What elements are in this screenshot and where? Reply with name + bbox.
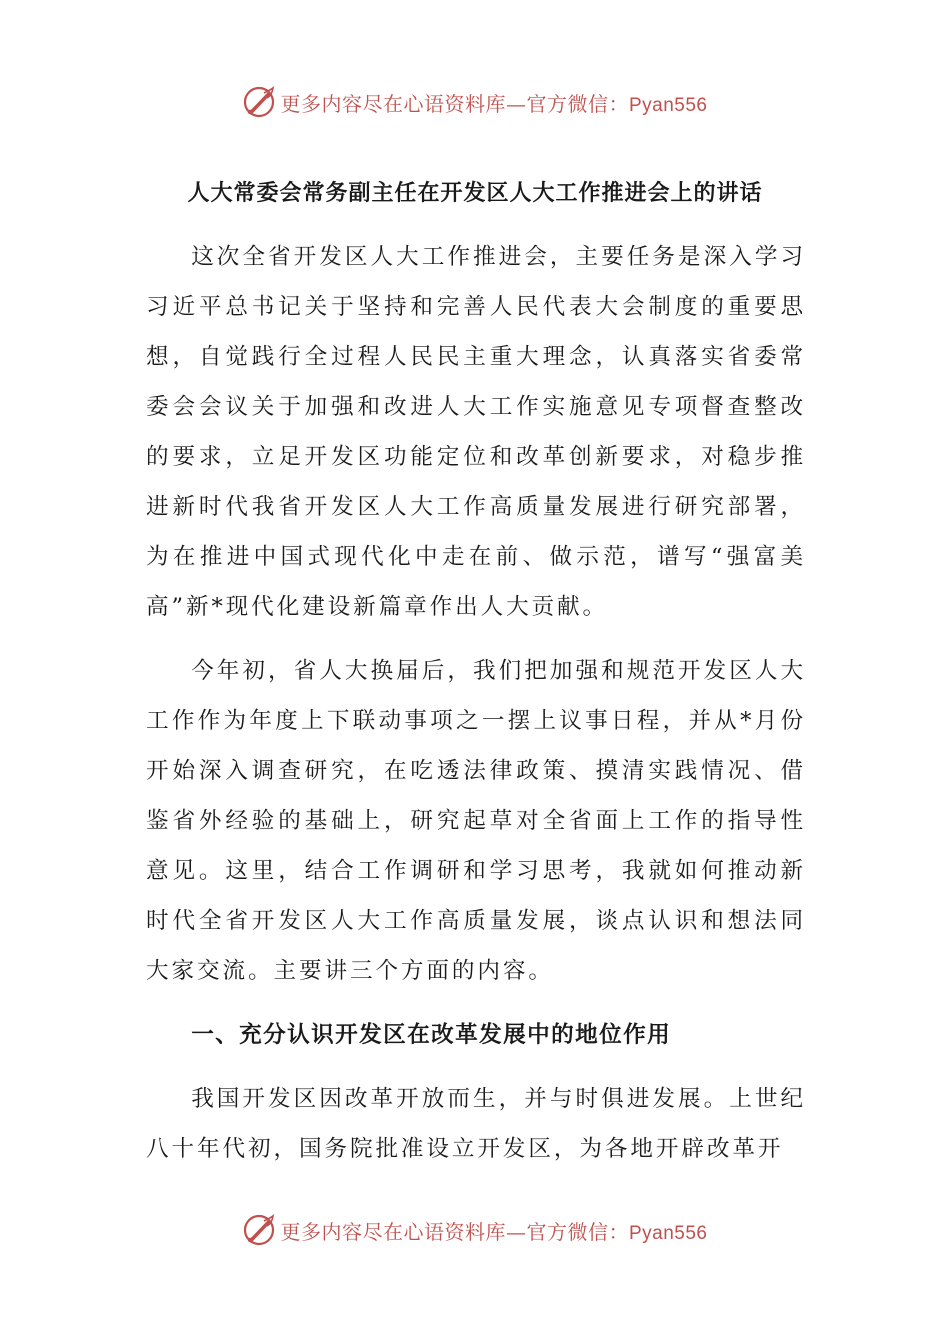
document-title: 人大常委会常务副主任在开发区人大工作推进会上的讲话 <box>187 180 763 206</box>
banner-text <box>280 88 707 117</box>
document-body <box>146 232 806 1174</box>
banner-label: 更多内容尽在心语资料库—官方微信： <box>280 1219 629 1244</box>
banner-text <box>280 1216 707 1245</box>
paragraph-2: 今年初，省人大换届后，我们把加强和规范开发区人大工作作为年度上下联动事项之一摆上议事日程，并从*月份开始深入调查研究，在吃透法律政策、摸清实践情况、借鉴省外经验的基础上，研究起草对全省面上工作的指导性意见。这里，结合工作调研和学习思考，我就如何推动新时代全省开发区人大工作高质量发展，谈点认识和想法同大家交流。主要讲三个方面的内容。 <box>146 658 806 984</box>
header-banner <box>0 82 950 122</box>
paragraph-gap <box>146 996 806 1010</box>
paragraph-3: 我国开发区因改革开放而生，并与时俱进发展。上世纪八十年代初，国务院批准设立开发区，为各地开辟改革开 <box>146 1086 806 1162</box>
banner-label: 更多内容尽在心语资料库—官方微信： <box>280 91 629 116</box>
paragraph-gap <box>146 632 806 646</box>
banner-wechat-id: Pyan556 <box>628 94 708 116</box>
section-heading-1: 一、充分认识开发区在改革发展中的地位作用 <box>191 1022 672 1048</box>
quill-pen-logo-icon <box>242 85 276 119</box>
paragraph-gap <box>146 1060 806 1074</box>
paragraph-1: 这次全省开发区人大工作推进会，主要任务是深入学习习近平总书记关于坚持和完善人民代表大会制度的重要思想，自觉践行全过程人民民主重大理念，认真落实省委常委会会议关于加强和改进人大工作实施意见专项督查整改的要求，立足开发区功能定位和改革创新要求，对稳步推进新时代我省开发区人大工作高质量发展进行研究部署，为在推进中国式现代化中走在前、做示范，谱写“强富美高”新*现代化建设新篇章作出人大贡献。 <box>146 244 806 620</box>
quill-pen-logo-icon <box>242 1213 276 1247</box>
banner-wechat-id: Pyan556 <box>628 1222 708 1244</box>
footer-banner <box>0 1210 950 1250</box>
